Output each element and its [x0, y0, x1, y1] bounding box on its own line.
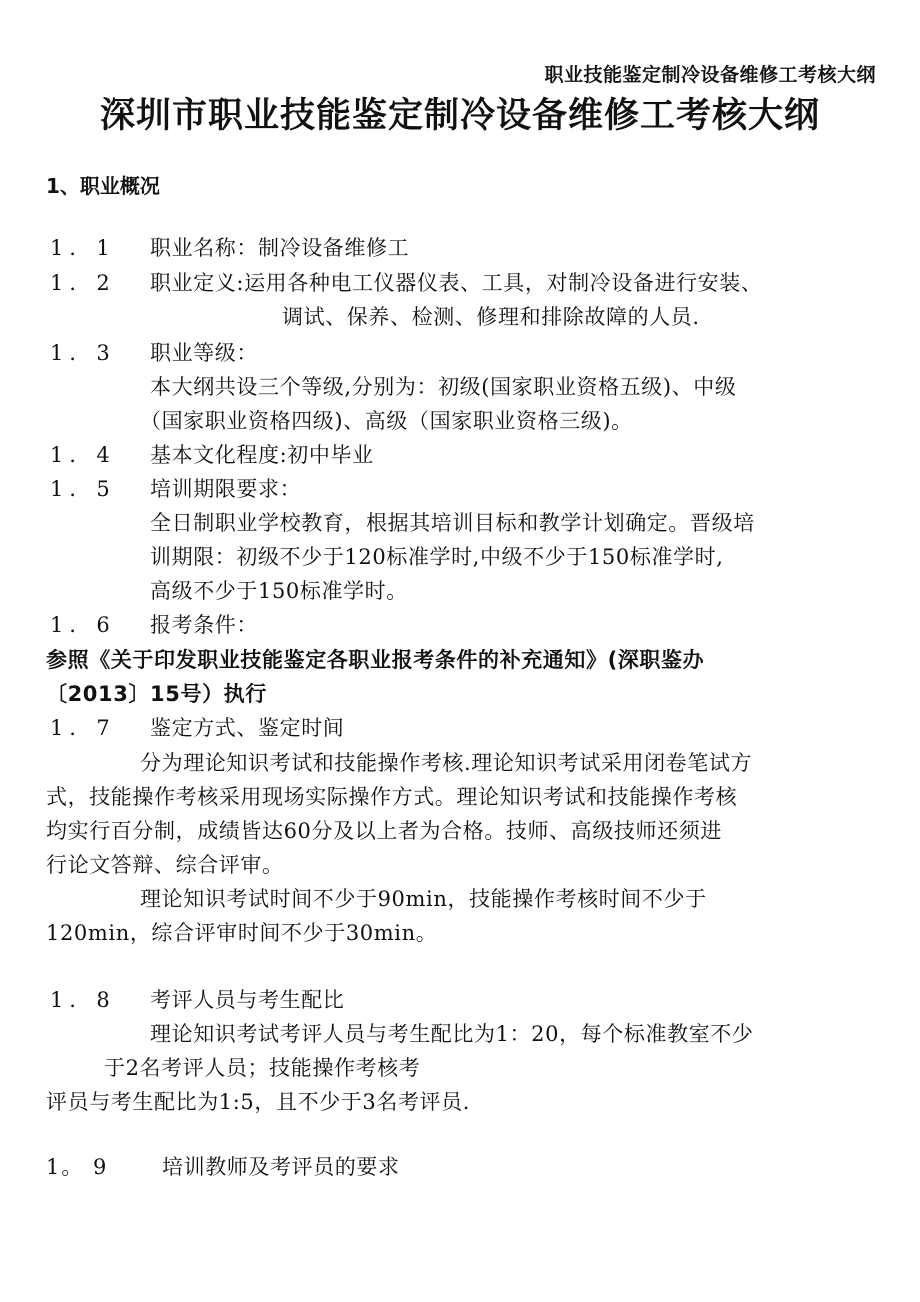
section-heading: 1、职业概况	[46, 174, 160, 198]
item-text: 基本文化程度:初中毕业	[150, 443, 374, 467]
item-1-7-paragraph: 行论文答辩、综合评审。	[46, 853, 284, 877]
item-1-8-line: 评员与考生配比为1:5，且不少于3名考评员.	[46, 1090, 471, 1114]
item-1-7-paragraph: 均实行百分制，成绩皆达60分及以上者为合格。技师、高级技师还须进	[46, 819, 722, 843]
item-1-8-line: 理论知识考试考评人员与考生配比为1：20，每个标准教室不少	[150, 1022, 754, 1046]
item-1-5-line: 训期限：初级不少于120标准学时,中级不少于150标准学时,	[150, 545, 724, 569]
running-header: 职业技能鉴定制冷设备维修工考核大纲	[544, 64, 876, 86]
item-1-3-line: （国家职业资格四级)、高级（国家职业资格三级)。	[140, 409, 633, 433]
item-text: 职业等级：	[150, 341, 258, 365]
item-text: 职业名称：制冷设备维修工	[150, 236, 410, 260]
item-1-7-paragraph: 式，技能操作考核采用现场实际操作方式。理论知识考试和技能操作考核	[46, 785, 738, 809]
item-1-7-paragraph: 120min，综合评审时间不少于30min。	[46, 921, 438, 945]
item-1-6-reference: 〔2013〕15号）执行	[46, 682, 267, 706]
item-number: 1．8	[50, 988, 116, 1012]
item-1-8-line: 于2名考评人员；技能操作考核考	[104, 1056, 421, 1080]
item-text: 培训教师及考评员的要求	[162, 1155, 400, 1179]
item-number: 1．2	[50, 271, 116, 295]
item-1-3-line: 本大纲共设三个等级,分别为：初级(国家职业资格五级)、中级	[150, 375, 737, 399]
item-number: 1．5	[50, 477, 116, 501]
item-1-7-paragraph: 分为理论知识考试和技能操作考核.理论知识考试采用闭卷笔试方	[140, 751, 753, 775]
item-number: 1．4	[50, 443, 116, 467]
item-number: 1。 9	[46, 1155, 109, 1179]
item-text: 报考条件：	[150, 613, 258, 637]
item-1-6-reference: 参照《关于印发职业技能鉴定各职业报考条件的补充通知》(深职鉴办	[46, 648, 705, 672]
item-text: 职业定义:运用各种电工仪器仪表、工具，对制冷设备进行安装、	[150, 271, 763, 295]
item-text: 考评人员与考生配比	[150, 988, 345, 1012]
item-number: 1．3	[50, 341, 116, 365]
item-number: 1．6	[50, 613, 116, 637]
item-number: 1．1	[50, 236, 116, 260]
item-text: 鉴定方式、鉴定时间	[150, 716, 345, 740]
item-number: 1．7	[50, 716, 116, 740]
item-1-5-line: 高级不少于150标准学时。	[150, 579, 408, 603]
item-1-5-line: 全日制职业学校教育，根据其培训目标和教学计划确定。晋级培	[150, 511, 755, 535]
document-title: 深圳市职业技能鉴定制冷设备维修工考核大纲	[99, 96, 820, 136]
item-1-7-paragraph: 理论知识考试时间不少于90min，技能操作考核时间不少于	[140, 887, 707, 911]
item-1-2-continuation: 调试、保养、检测、修理和排除故障的人员.	[282, 305, 700, 329]
item-text: 培训期限要求：	[150, 477, 302, 501]
